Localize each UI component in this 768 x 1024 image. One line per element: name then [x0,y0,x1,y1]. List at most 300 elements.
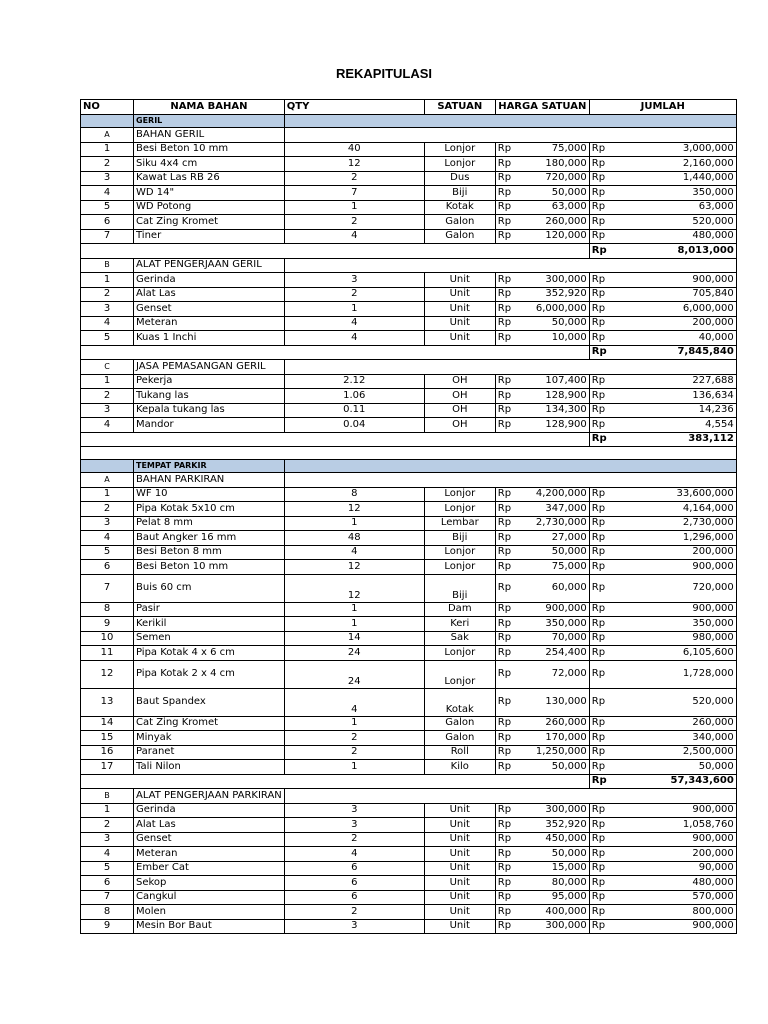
item-price-currency: Rp [495,302,515,317]
subtotal-value: 57,343,600 [609,774,736,789]
item-total: 900,000 [609,919,736,934]
item-unit-price: 1,250,000 [515,745,589,760]
item-total: 14,236 [609,403,736,418]
item-name: Besi Beton 10 mm [134,142,285,157]
item-no: 4 [81,186,134,201]
item-qty: 12 [284,560,424,575]
item-total: 63,000 [609,200,736,215]
page-title: REKAPITULASI [335,66,433,81]
item-price-currency: Rp [495,646,515,661]
item-no: 6 [81,560,134,575]
item-price-currency: Rp [495,818,515,833]
item-total: 340,000 [609,731,736,746]
item-total: 1,296,000 [609,531,736,546]
item-row [81,832,737,847]
item-satuan: Dus [424,171,495,186]
item-price-currency: Rp [495,560,515,575]
item-satuan: Unit [424,273,495,288]
item-price-currency: Rp [495,502,515,517]
item-row [81,302,737,317]
item-total: 980,000 [609,631,736,646]
item-unit-price: 63,000 [515,200,589,215]
item-name: Mesin Bor Baut [134,919,285,934]
item-no: 3 [81,832,134,847]
item-price-currency: Rp [495,487,515,502]
group-title: ALAT PENGERJAAN PARKIRAN [134,789,285,804]
item-total: 90,000 [609,861,736,876]
item-total-currency: Rp [589,331,609,346]
item-no: 1 [81,142,134,157]
item-row [81,574,737,602]
item-total: 900,000 [609,560,736,575]
item-row [81,876,737,891]
item-no: 17 [81,760,134,775]
item-name: Cangkul [134,890,285,905]
group-title: ALAT PENGERJAAN GERIL [134,258,285,273]
item-no: 5 [81,861,134,876]
item-name: Tiner [134,229,285,244]
item-qty: 8 [284,487,424,502]
item-satuan: Unit [424,832,495,847]
item-row [81,516,737,531]
item-name: Alat Las [134,818,285,833]
item-total-currency: Rp [589,631,609,646]
item-qty: 2 [284,215,424,230]
item-total-currency: Rp [589,803,609,818]
item-total: 40,000 [609,331,736,346]
item-total-currency: Rp [589,215,609,230]
item-row [81,818,737,833]
item-total-currency: Rp [589,617,609,632]
item-qty: 24 [284,646,424,661]
section-fill-cell [284,115,736,128]
item-no: 2 [81,287,134,302]
item-name: Besi Beton 8 mm [134,545,285,560]
item-total: 2,730,000 [609,516,736,531]
section-header-row [81,115,737,128]
header-satuan: SATUAN [424,100,495,115]
item-satuan: Lonjor [424,502,495,517]
item-total: 3,000,000 [609,142,736,157]
item-total: 570,000 [609,890,736,905]
item-row [81,531,737,546]
item-total-currency: Rp [589,545,609,560]
item-row [81,861,737,876]
item-total-currency: Rp [589,818,609,833]
item-name: Pipa Kotak 2 x 4 cm [134,660,285,688]
item-unit-price: 50,000 [515,847,589,862]
item-unit-price: 900,000 [515,602,589,617]
item-no: 13 [81,688,134,716]
item-satuan: Biji [424,186,495,201]
item-price-currency: Rp [495,660,515,688]
item-unit-price: 134,300 [515,403,589,418]
item-row [81,660,737,688]
item-qty: 12 [284,157,424,172]
item-unit-price: 75,000 [515,142,589,157]
item-row [81,716,737,731]
subtotal-value: 7,845,840 [609,345,736,360]
item-row [81,803,737,818]
item-price-currency: Rp [495,200,515,215]
item-row [81,287,737,302]
item-qty: 4 [284,331,424,346]
item-price-currency: Rp [495,287,515,302]
item-total-currency: Rp [589,832,609,847]
item-no: 1 [81,374,134,389]
item-unit-price: 347,000 [515,502,589,517]
item-satuan: Unit [424,847,495,862]
item-row [81,273,737,288]
item-total-currency: Rp [589,861,609,876]
item-unit-price: 10,000 [515,331,589,346]
item-total: 260,000 [609,716,736,731]
item-unit-price: 352,920 [515,818,589,833]
item-satuan: Lonjor [424,560,495,575]
section-fill-cell [284,460,736,473]
item-total: 1,058,760 [609,818,736,833]
item-price-currency: Rp [495,803,515,818]
item-qty: 4 [284,316,424,331]
item-name: Besi Beton 10 mm [134,560,285,575]
item-price-currency: Rp [495,919,515,934]
item-total: 720,000 [609,574,736,602]
item-total-currency: Rp [589,516,609,531]
item-total-currency: Rp [589,403,609,418]
item-no: 8 [81,905,134,920]
item-price-currency: Rp [495,745,515,760]
item-satuan: Dam [424,602,495,617]
item-price-currency: Rp [495,389,515,404]
section-no-cell [81,460,134,473]
item-unit-price: 50,000 [515,186,589,201]
item-satuan: OH [424,389,495,404]
item-total-currency: Rp [589,374,609,389]
item-name: Alat Las [134,287,285,302]
item-no: 2 [81,818,134,833]
item-name: Semen [134,631,285,646]
section-no-cell [81,115,134,128]
section-header-row [81,460,737,473]
item-name: WD 14" [134,186,285,201]
item-price-currency: Rp [495,631,515,646]
group-letter: B [81,258,134,273]
item-satuan: Lonjor [424,545,495,560]
item-total-currency: Rp [589,487,609,502]
item-satuan: OH [424,374,495,389]
item-price-currency: Rp [495,716,515,731]
spacer-row [81,447,737,460]
item-total: 705,840 [609,287,736,302]
item-no: 7 [81,890,134,905]
item-unit-price: 75,000 [515,560,589,575]
subtotal-currency: Rp [589,244,609,259]
group-fill-cell [284,360,736,375]
item-total-currency: Rp [589,287,609,302]
item-satuan: Biji [424,574,495,602]
item-name: Tukang las [134,389,285,404]
item-qty: 3 [284,919,424,934]
item-no: 12 [81,660,134,688]
item-total: 520,000 [609,688,736,716]
item-unit-price: 300,000 [515,803,589,818]
item-total: 480,000 [609,229,736,244]
item-no: 11 [81,646,134,661]
item-price-currency: Rp [495,316,515,331]
item-no: 14 [81,716,134,731]
item-satuan: Unit [424,890,495,905]
item-name: Meteran [134,316,285,331]
item-row [81,602,737,617]
subtotal-currency: Rp [589,345,609,360]
item-no: 9 [81,617,134,632]
item-row [81,215,737,230]
item-qty: 2 [284,832,424,847]
item-price-currency: Rp [495,832,515,847]
item-total-currency: Rp [589,157,609,172]
item-satuan: Unit [424,316,495,331]
item-unit-price: 400,000 [515,905,589,920]
group-fill-cell [284,128,736,143]
item-row [81,200,737,215]
item-row [81,403,737,418]
item-qty: 4 [284,688,424,716]
section-title: TEMPAT PARKIR [134,460,285,473]
item-unit-price: 450,000 [515,832,589,847]
item-qty: 3 [284,818,424,833]
item-unit-price: 15,000 [515,861,589,876]
item-total-currency: Rp [589,760,609,775]
item-row [81,186,737,201]
item-total: 33,600,000 [609,487,736,502]
item-total: 6,105,600 [609,646,736,661]
item-qty: 4 [284,847,424,862]
item-price-currency: Rp [495,617,515,632]
item-unit-price: 300,000 [515,273,589,288]
item-price-currency: Rp [495,688,515,716]
item-row [81,731,737,746]
item-unit-price: 60,000 [515,574,589,602]
item-name: Baut Angker 16 mm [134,531,285,546]
item-qty: 2.12 [284,374,424,389]
item-no: 7 [81,229,134,244]
item-total: 200,000 [609,316,736,331]
item-total-currency: Rp [589,716,609,731]
item-satuan: Kotak [424,200,495,215]
item-total-currency: Rp [589,186,609,201]
item-qty: 4 [284,545,424,560]
item-name: Pasir [134,602,285,617]
item-satuan: Unit [424,287,495,302]
item-unit-price: 50,000 [515,760,589,775]
item-name: Meteran [134,847,285,862]
item-qty: 40 [284,142,424,157]
item-satuan: Lonjor [424,660,495,688]
item-satuan: Sak [424,631,495,646]
item-name: Pekerja [134,374,285,389]
group-header-row [81,360,737,375]
item-unit-price: 6,000,000 [515,302,589,317]
item-no: 4 [81,531,134,546]
item-no: 1 [81,487,134,502]
item-satuan: Unit [424,818,495,833]
item-name: Pipa Kotak 4 x 6 cm [134,646,285,661]
item-total-currency: Rp [589,660,609,688]
item-satuan: Lonjor [424,646,495,661]
item-satuan: Lonjor [424,487,495,502]
item-satuan: Galon [424,229,495,244]
item-satuan: Galon [424,731,495,746]
item-satuan: Unit [424,919,495,934]
item-total: 1,728,000 [609,660,736,688]
item-no: 5 [81,331,134,346]
item-qty: 7 [284,186,424,201]
item-price-currency: Rp [495,516,515,531]
subtotal-row [81,432,737,447]
item-row [81,847,737,862]
subtotal-blank-cell [81,244,590,259]
item-price-currency: Rp [495,186,515,201]
item-row [81,646,737,661]
item-total-currency: Rp [589,418,609,433]
item-total: 900,000 [609,803,736,818]
item-price-currency: Rp [495,273,515,288]
item-total: 50,000 [609,760,736,775]
item-no: 5 [81,545,134,560]
item-no: 3 [81,403,134,418]
item-no: 3 [81,302,134,317]
item-row [81,688,737,716]
item-qty: 6 [284,876,424,891]
item-unit-price: 72,000 [515,660,589,688]
item-satuan: Unit [424,302,495,317]
item-no: 6 [81,876,134,891]
item-row [81,171,737,186]
item-name: Cat Zing Kromet [134,716,285,731]
item-total: 900,000 [609,602,736,617]
group-header-row [81,473,737,488]
item-row [81,502,737,517]
item-qty: 48 [284,531,424,546]
item-satuan: OH [424,403,495,418]
group-fill-cell [284,258,736,273]
item-no: 1 [81,803,134,818]
item-qty: 14 [284,631,424,646]
item-no: 8 [81,602,134,617]
item-price-currency: Rp [495,731,515,746]
item-total-currency: Rp [589,316,609,331]
item-name: Pipa Kotak 5x10 cm [134,502,285,517]
item-unit-price: 70,000 [515,631,589,646]
item-unit-price: 254,400 [515,646,589,661]
item-name: Kuas 1 Inchi [134,331,285,346]
item-satuan: OH [424,418,495,433]
group-fill-cell [284,789,736,804]
item-row [81,919,737,934]
item-satuan: Galon [424,716,495,731]
subtotal-blank-cell [81,432,590,447]
item-total: 800,000 [609,905,736,920]
subtotal-row [81,774,737,789]
item-price-currency: Rp [495,602,515,617]
item-qty: 4 [284,229,424,244]
item-price-currency: Rp [495,157,515,172]
item-satuan: Keri [424,617,495,632]
item-qty: 2 [284,287,424,302]
item-unit-price: 128,900 [515,389,589,404]
group-letter: C [81,360,134,375]
header-nama-bahan: NAMA BAHAN [134,100,285,115]
subtotal-blank-cell [81,345,590,360]
group-title: BAHAN PARKIRAN [134,473,285,488]
item-total: 900,000 [609,832,736,847]
item-satuan: Unit [424,803,495,818]
item-qty: 12 [284,574,424,602]
item-no: 1 [81,273,134,288]
item-no: 7 [81,574,134,602]
item-unit-price: 80,000 [515,876,589,891]
item-unit-price: 352,920 [515,287,589,302]
item-total-currency: Rp [589,502,609,517]
item-total: 520,000 [609,215,736,230]
header-qty: QTY [284,100,424,115]
item-total: 350,000 [609,186,736,201]
item-satuan: Unit [424,905,495,920]
header-row [81,100,737,115]
item-total: 4,554 [609,418,736,433]
item-row [81,487,737,502]
item-unit-price: 50,000 [515,316,589,331]
item-name: Buis 60 cm [134,574,285,602]
item-no: 5 [81,200,134,215]
group-letter: A [81,128,134,143]
item-total: 480,000 [609,876,736,891]
item-price-currency: Rp [495,905,515,920]
item-row [81,760,737,775]
item-qty: 1 [284,716,424,731]
item-unit-price: 130,000 [515,688,589,716]
item-unit-price: 260,000 [515,215,589,230]
item-satuan: Lembar [424,516,495,531]
item-total: 2,500,000 [609,745,736,760]
item-unit-price: 27,000 [515,531,589,546]
item-price-currency: Rp [495,418,515,433]
item-no: 4 [81,847,134,862]
item-row [81,905,737,920]
item-name: Kawat Las RB 26 [134,171,285,186]
item-satuan: Unit [424,876,495,891]
item-row [81,229,737,244]
item-total-currency: Rp [589,142,609,157]
item-name: Pelat 8 mm [134,516,285,531]
item-price-currency: Rp [495,331,515,346]
item-name: Ember Cat [134,861,285,876]
item-qty: 2 [284,745,424,760]
item-unit-price: 180,000 [515,157,589,172]
item-total-currency: Rp [589,602,609,617]
item-total-currency: Rp [589,646,609,661]
item-satuan: Galon [424,215,495,230]
item-no: 2 [81,389,134,404]
item-name: Siku 4x4 cm [134,157,285,172]
item-no: 9 [81,919,134,934]
group-letter: B [81,789,134,804]
item-qty: 1 [284,200,424,215]
item-row [81,142,737,157]
item-no: 3 [81,516,134,531]
item-no: 2 [81,502,134,517]
item-row [81,374,737,389]
